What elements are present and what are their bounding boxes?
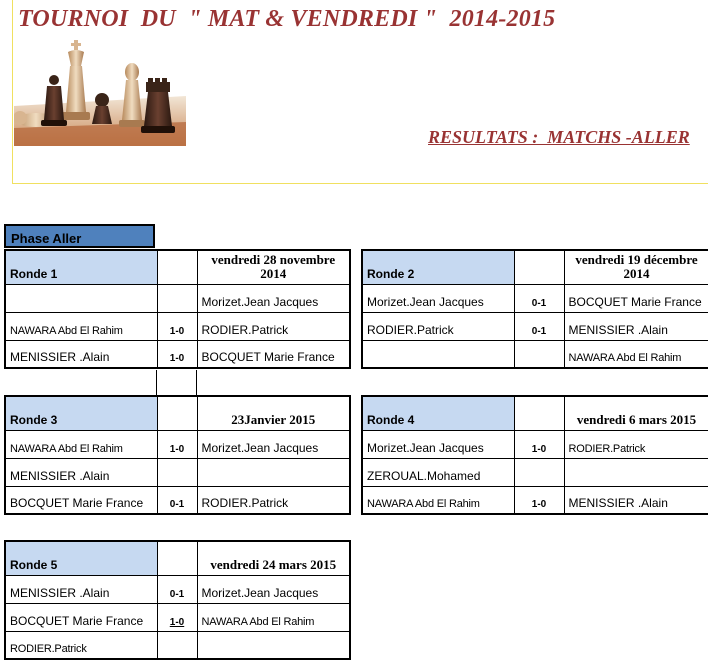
match-score: 1-0 <box>157 312 197 340</box>
white-player: NAWARA Abd El Rahim <box>362 486 514 514</box>
white-player: NAWARA Abd El Rahim <box>5 312 157 340</box>
phase-label: Phase Aller <box>4 224 155 248</box>
match-score: 1-0 <box>157 340 197 368</box>
match-score <box>514 340 564 368</box>
black-player: NAWARA Abd El Rahim <box>197 603 350 631</box>
ronde-3-table <box>4 395 351 515</box>
black-player: MENISSIER .Alain <box>564 486 708 514</box>
white-player: ZEROUAL.Mohamed <box>362 458 514 486</box>
black-player <box>564 458 708 486</box>
match-score <box>157 603 197 631</box>
ronde-date: vendredi 19 décembre 2014 <box>564 250 708 284</box>
match-score: 1-0 <box>514 430 564 458</box>
spacer-cell <box>156 370 197 396</box>
match-score: 0-1 <box>514 284 564 312</box>
match-score: 1-0 <box>514 486 564 514</box>
black-player <box>197 458 350 486</box>
match-score <box>514 458 564 486</box>
ronde-date: 23Janvier 2015 <box>197 396 350 430</box>
ronde-name: Ronde 2 <box>362 250 514 284</box>
results-subtitle: RESULTATS : MATCHS -ALLER <box>428 127 690 147</box>
white-player: MENISSIER .Alain <box>5 575 157 603</box>
white-player <box>5 284 157 312</box>
chess-pieces-image <box>14 36 186 146</box>
white-player: BOCQUET Marie France <box>5 603 157 631</box>
black-player: RODIER.Patrick <box>197 312 350 340</box>
black-player: BOCQUET Marie France <box>197 340 350 368</box>
black-player: Morizet.Jean Jacques <box>197 575 350 603</box>
ronde-date: vendredi 6 mars 2015 <box>564 396 708 430</box>
black-player: BOCQUET Marie France <box>564 284 708 312</box>
white-player: MENISSIER .Alain <box>5 458 157 486</box>
ronde-2-table <box>361 249 708 369</box>
ronde-name: Ronde 1 <box>5 250 157 284</box>
black-player: Morizet.Jean Jacques <box>197 284 350 312</box>
ronde-name: Ronde 4 <box>362 396 514 430</box>
white-player: BOCQUET Marie France <box>5 486 157 514</box>
black-player: MENISSIER .Alain <box>564 312 708 340</box>
black-player: Morizet.Jean Jacques <box>197 430 350 458</box>
match-score: 0-1 <box>157 486 197 514</box>
white-player: MENISSIER .Alain <box>5 340 157 368</box>
match-score: 1-0 <box>157 430 197 458</box>
white-player: RODIER.Patrick <box>5 631 157 659</box>
white-player: Morizet.Jean Jacques <box>362 430 514 458</box>
black-player <box>197 631 350 659</box>
match-score: 0-1 <box>514 312 564 340</box>
match-score <box>157 284 197 312</box>
ronde-5-table <box>4 540 351 660</box>
ronde-date: vendredi 24 mars 2015 <box>197 541 350 575</box>
white-player: RODIER.Patrick <box>362 312 514 340</box>
ronde-1-table <box>4 249 351 369</box>
ronde-4-table <box>361 395 708 515</box>
match-score <box>157 631 197 659</box>
ronde-date: vendredi 28 novembre 2014 <box>197 250 350 284</box>
ronde-name: Ronde 3 <box>5 396 157 430</box>
match-score: 0-1 <box>157 575 197 603</box>
white-player <box>362 340 514 368</box>
white-player: Morizet.Jean Jacques <box>362 284 514 312</box>
white-player: NAWARA Abd El Rahim <box>5 430 157 458</box>
tournament-title: TOURNOI DU " MAT & VENDREDI " 2014-2015 <box>18 6 556 32</box>
ronde-name: Ronde 5 <box>5 541 157 575</box>
match-score <box>157 458 197 486</box>
match-score-value: 1-0 <box>169 616 185 628</box>
black-player: RODIER.Patrick <box>564 430 708 458</box>
black-player: NAWARA Abd El Rahim <box>564 340 708 368</box>
black-player: RODIER.Patrick <box>197 486 350 514</box>
